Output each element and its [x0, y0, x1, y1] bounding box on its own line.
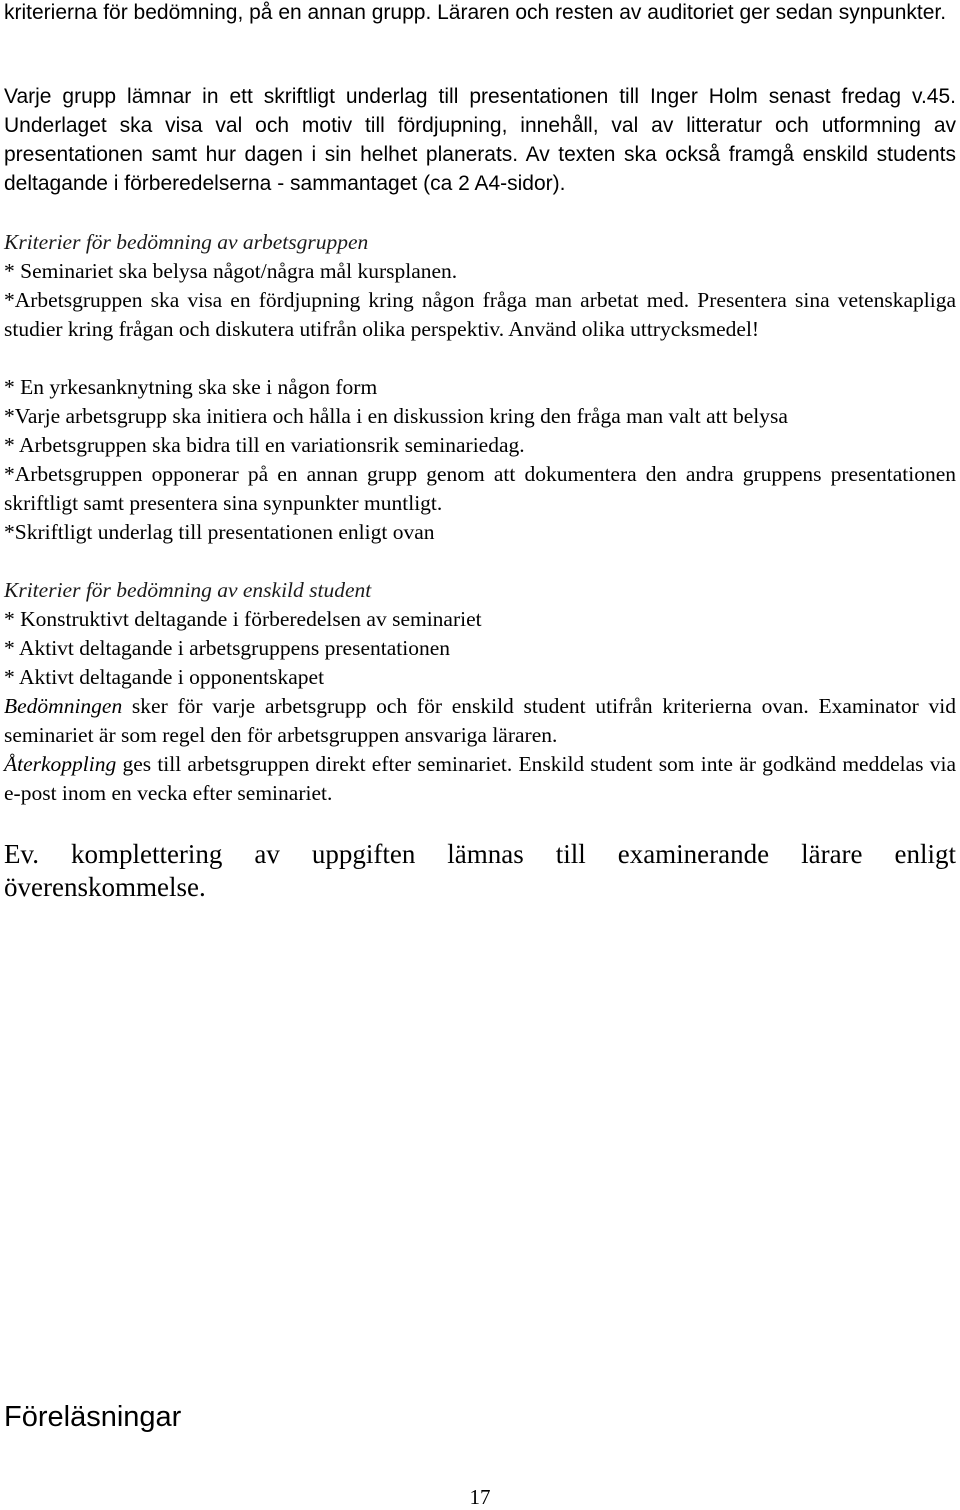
- feedback-paragraph: [4, 750, 956, 808]
- submission-text: Varje grupp lämnar in ett skriftligt underlag till presentationen till Inger Holm senast fredag v.45. Underlaget ska visa val och motiv till fördjupning, innehåll, val av litteratur och utformning av presentationen samt hur dagen i sin helhet planerats.: [4, 85, 956, 166]
- group-criteria-heading: Kriterier för bedömning av arbetsgruppen: [4, 230, 369, 254]
- feedback-text: ges till arbetsgruppen direkt efter seminariet. Enskild student som inte är godkänd meddelas via e-post inom en vecka efter seminariet.: [4, 752, 956, 805]
- group-criteria-item: *Arbetsgruppen opponerar på en annan grupp genom att dokumentera den andra gruppens presentationen skriftligt samt presentera sina synpunkter muntligt.: [4, 462, 956, 515]
- completion-paragraph: Ev. komplettering av uppgiften lämnas till examinerande lärare enligt överenskommelse.: [4, 839, 956, 902]
- group-criteria-item: *Varje arbetsgrupp ska initiera och hålla i en diskussion kring den fråga man valt att belysa: [4, 404, 788, 428]
- assessment-term: Bedömningen: [4, 694, 123, 718]
- group-criteria-item: * En yrkesanknytning ska ske i någon form: [4, 375, 378, 399]
- feedback-term: Återkoppling: [4, 752, 117, 776]
- group-criteria-item: * Arbetsgruppen ska bidra till en variationsrik seminariedag.: [4, 433, 525, 457]
- submission-text-cont: Av texten ska också framgå enskild students deltagande i förberedelserna - sammantaget (ca 2 A4-sidor).: [4, 143, 956, 195]
- lectures-heading: Föreläsningar: [4, 1401, 182, 1433]
- submission-paragraph: [4, 82, 956, 198]
- student-criteria-item: * Konstruktivt deltagande i förberedelsen av seminariet: [4, 607, 482, 631]
- assessment-text: sker för varje arbetsgrupp och för enskild student utifrån kriterierna ovan. Examinator vid seminariet är som regel den för arbetsgruppen ansvariga läraren.: [4, 694, 956, 747]
- student-criteria-item: * Aktivt deltagande i opponentskapet: [4, 665, 325, 689]
- student-criteria-heading: Kriterier för bedömning av enskild student: [4, 578, 372, 602]
- group-criteria-item: *Arbetsgruppen ska visa en fördjupning kring någon fråga man arbetat med. Presentera sina vetenskapliga studier kring frågan och diskutera utifrån olika perspektiv. Använd olika uttrycksmedel!: [4, 288, 956, 341]
- group-criteria-item: *Skriftligt underlag till presentationen enligt ovan: [4, 520, 435, 544]
- page-number: 17: [469, 1485, 491, 1509]
- assessment-paragraph: [4, 692, 956, 750]
- group-criteria-item: * Seminariet ska belysa något/några mål kursplanen.: [4, 259, 458, 283]
- intro-paragraph: kriterierna för bedömning, på en annan grupp. Läraren och resten av auditoriet ger sedan synpunkter.: [4, 1, 947, 24]
- student-criteria-item: * Aktivt deltagande i arbetsgruppens presentationen: [4, 636, 450, 660]
